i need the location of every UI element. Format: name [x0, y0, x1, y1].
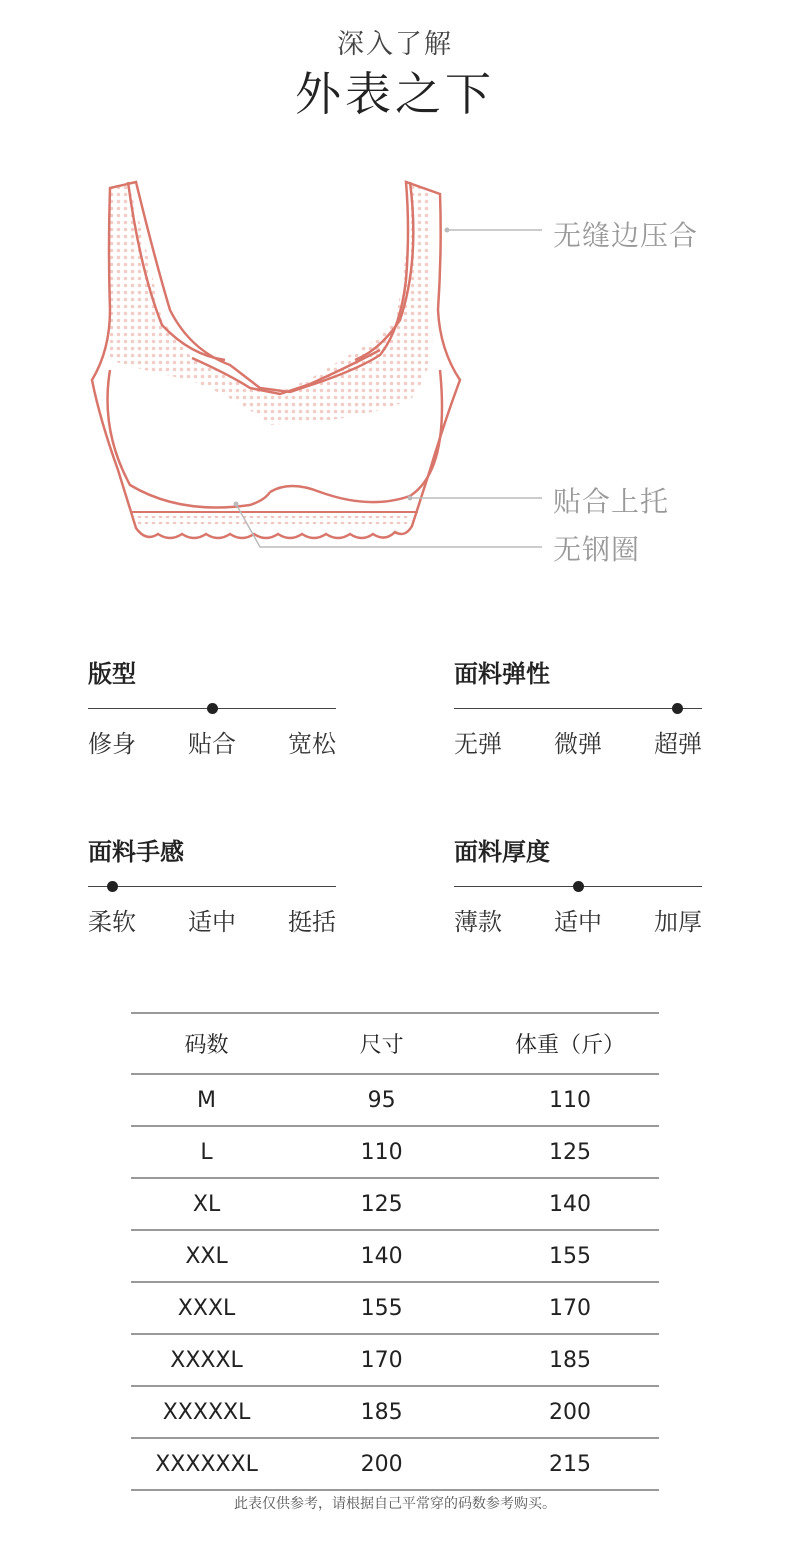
- cell-measurement: 110: [282, 1126, 481, 1178]
- cell-weight: 110: [481, 1074, 659, 1126]
- cell-weight: 185: [481, 1334, 659, 1386]
- cell-measurement: 185: [282, 1386, 481, 1438]
- header-measurement: 尺寸: [282, 1013, 481, 1074]
- cell-size: XXXXXL: [131, 1386, 282, 1438]
- cell-weight: 140: [481, 1178, 659, 1230]
- section-subtitle: 深入了解: [337, 29, 453, 60]
- cell-measurement: 155: [282, 1282, 481, 1334]
- cell-size: XL: [131, 1178, 282, 1230]
- spec-label-high: 宽松: [288, 730, 336, 758]
- spec-label-low: 柔软: [88, 908, 136, 936]
- spec-label-mid: 适中: [188, 908, 236, 936]
- cell-weight: 155: [481, 1230, 659, 1282]
- spec-marker: [573, 881, 584, 892]
- section-title: 外表之下: [295, 67, 495, 121]
- spec-label-low: 修身: [88, 730, 136, 758]
- table-row: [131, 1126, 659, 1178]
- cell-size: XXXXXXL: [131, 1438, 282, 1490]
- size-table: [131, 1012, 659, 1491]
- spec-label-high: 挺括: [288, 908, 336, 936]
- cell-measurement: 140: [282, 1230, 481, 1282]
- table-row: [131, 1230, 659, 1282]
- cell-weight: 215: [481, 1438, 659, 1490]
- cell-weight: 170: [481, 1282, 659, 1334]
- cell-measurement: 200: [282, 1438, 481, 1490]
- spec-marker: [672, 703, 683, 714]
- spec-title: 版型: [88, 660, 136, 688]
- spec-label-low: 无弹: [454, 730, 502, 758]
- cell-size: XXXXL: [131, 1334, 282, 1386]
- table-row: [131, 1386, 659, 1438]
- header-size-code: 码数: [131, 1013, 282, 1074]
- spec-title: 面料手感: [88, 838, 184, 866]
- spec-marker: [207, 703, 218, 714]
- spec-label-mid: 贴合: [188, 730, 236, 758]
- spec-scale-line: [88, 886, 336, 887]
- cell-measurement: 125: [282, 1178, 481, 1230]
- header-weight: 体重（斤）: [481, 1013, 659, 1074]
- cell-weight: 125: [481, 1126, 659, 1178]
- spec-label-high: 加厚: [654, 908, 702, 936]
- callout-seamless: 无缝边压合: [553, 219, 699, 252]
- table-row: [131, 1438, 659, 1490]
- cell-measurement: 95: [282, 1074, 481, 1126]
- cell-size: XXXL: [131, 1282, 282, 1334]
- spec-label-mid: 微弹: [554, 730, 602, 758]
- table-row: [131, 1334, 659, 1386]
- table-header-row: [131, 1013, 659, 1074]
- table-row: [131, 1178, 659, 1230]
- spec-title: 面料弹性: [454, 660, 550, 688]
- size-note: 此表仅供参考，请根据自己平常穿的码数参考购买。: [234, 1496, 556, 1512]
- spec-scale-line: [454, 708, 702, 709]
- cell-size: L: [131, 1126, 282, 1178]
- cell-size: XXL: [131, 1230, 282, 1282]
- spec-label-low: 薄款: [454, 908, 502, 936]
- spec-marker: [107, 881, 118, 892]
- table-row: [131, 1074, 659, 1126]
- callout-lift: 贴合上托: [553, 485, 670, 518]
- spec-label-mid: 适中: [554, 908, 602, 936]
- table-row: [131, 1282, 659, 1334]
- spec-label-high: 超弹: [654, 730, 702, 758]
- spec-title: 面料厚度: [454, 838, 550, 866]
- cell-weight: 200: [481, 1386, 659, 1438]
- cell-size: M: [131, 1074, 282, 1126]
- callout-wireless: 无钢圈: [553, 533, 641, 566]
- cell-measurement: 170: [282, 1334, 481, 1386]
